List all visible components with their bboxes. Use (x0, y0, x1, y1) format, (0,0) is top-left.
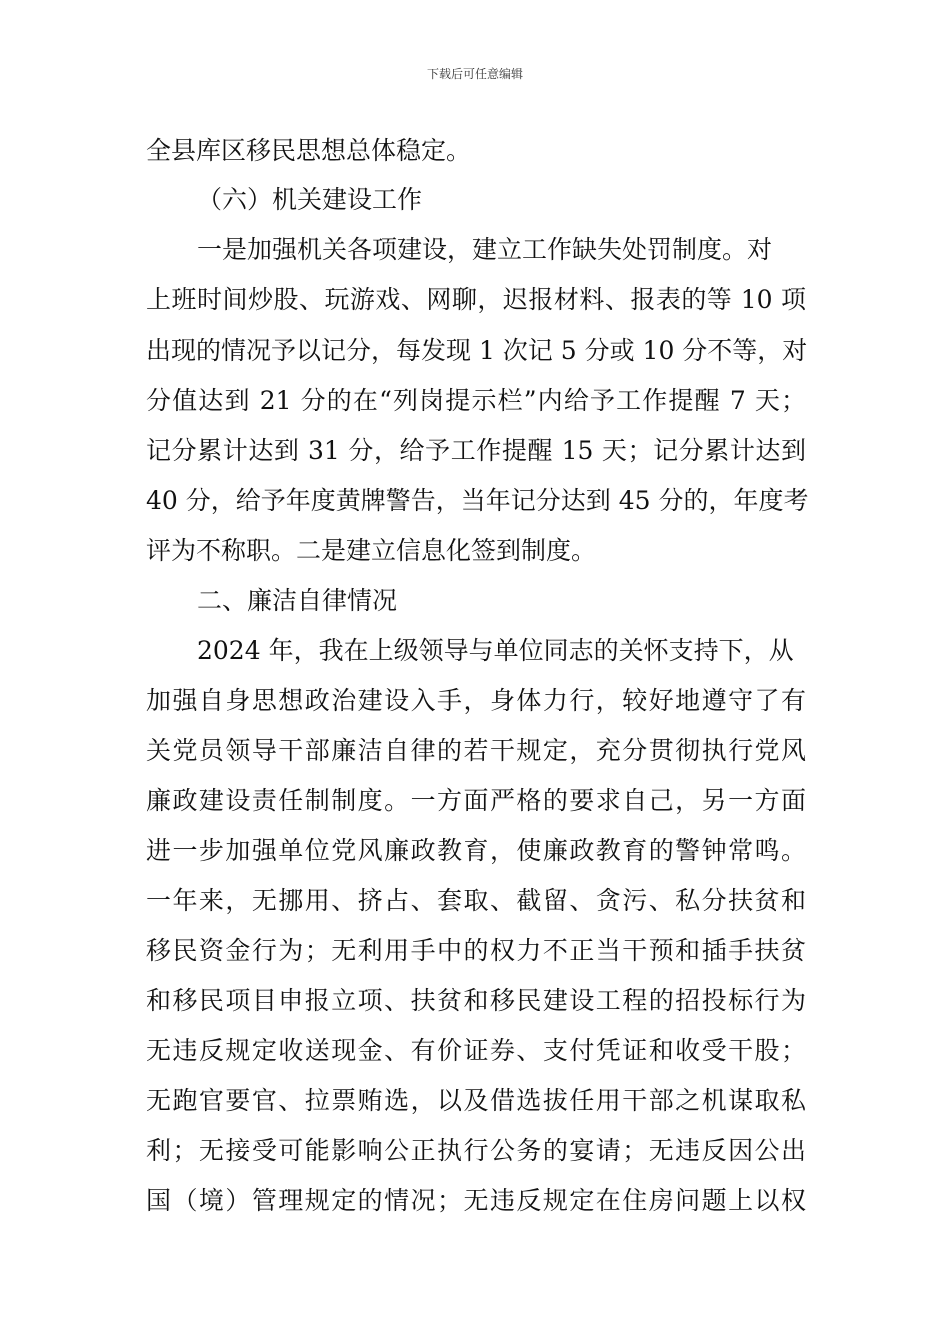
text-line: 2024 年，我在上级领导与单位同志的关怀支持下，从 (197, 636, 794, 665)
text-line: 移民资金行为；无利用手中的权力不正当干预和插手扶贫 (146, 936, 806, 965)
text-line: 上班时间炒股、玩游戏、网聊，迟报材料、报表的等 10 项 (146, 285, 806, 314)
text-line: 分值达到 21 分的在“列岗提示栏”内给予工作提醒 7 天； (146, 386, 806, 415)
text-line: 国（境）管理规定的情况；无违反规定在住房问题上以权 (146, 1186, 806, 1215)
text-line: 无违反规定收送现金、有价证券、支付凭证和收受干股； (146, 1036, 806, 1065)
text-line: 一年来，无挪用、挤占、套取、截留、贪污、私分扶贫和 (146, 886, 806, 915)
text-line: 廉政建设责任制制度。一方面严格的要求自己，另一方面 (146, 786, 806, 815)
text-line: 利；无接受可能影响公正执行公务的宴请；无违反因公出 (146, 1136, 806, 1165)
text-line: 评为不称职。二是建立信息化签到制度。 (146, 536, 597, 565)
text-line: 和移民项目申报立项、扶贫和移民建设工程的招投标行为 (146, 986, 806, 1015)
text-line: 记分累计达到 31 分，给予工作提醒 15 天；记分累计达到 (146, 436, 806, 465)
section-heading: （六）机关建设工作 (197, 185, 423, 214)
text-line: 一是加强机关各项建设，建立工作缺失处罚制度。对 (197, 235, 773, 264)
page-header: 下载后可任意编辑 (426, 67, 523, 81)
text-line: 加强自身思想政治建设入手，身体力行，较好地遵守了有 (146, 686, 806, 715)
section-heading: 二、廉洁自律情况 (197, 586, 398, 615)
text-line: 无跑官要官、拉票贿选，以及借选拔任用干部之机谋取私 (146, 1086, 806, 1115)
text-line: 40 分，给予年度黄牌警告，当年记分达到 45 分的，年度考 (146, 486, 809, 515)
text-line: 进一步加强单位党风廉政教育，使廉政教育的警钟常鸣。 (146, 836, 806, 865)
text-line: 出现的情况予以记分，每发现 1 次记 5 分或 10 分不等，对 (146, 336, 808, 365)
text-line: 关党员领导干部廉洁自律的若干规定，充分贯彻执行党风 (146, 736, 806, 765)
text-line: 全县库区移民思想总体稳定。 (146, 136, 472, 165)
